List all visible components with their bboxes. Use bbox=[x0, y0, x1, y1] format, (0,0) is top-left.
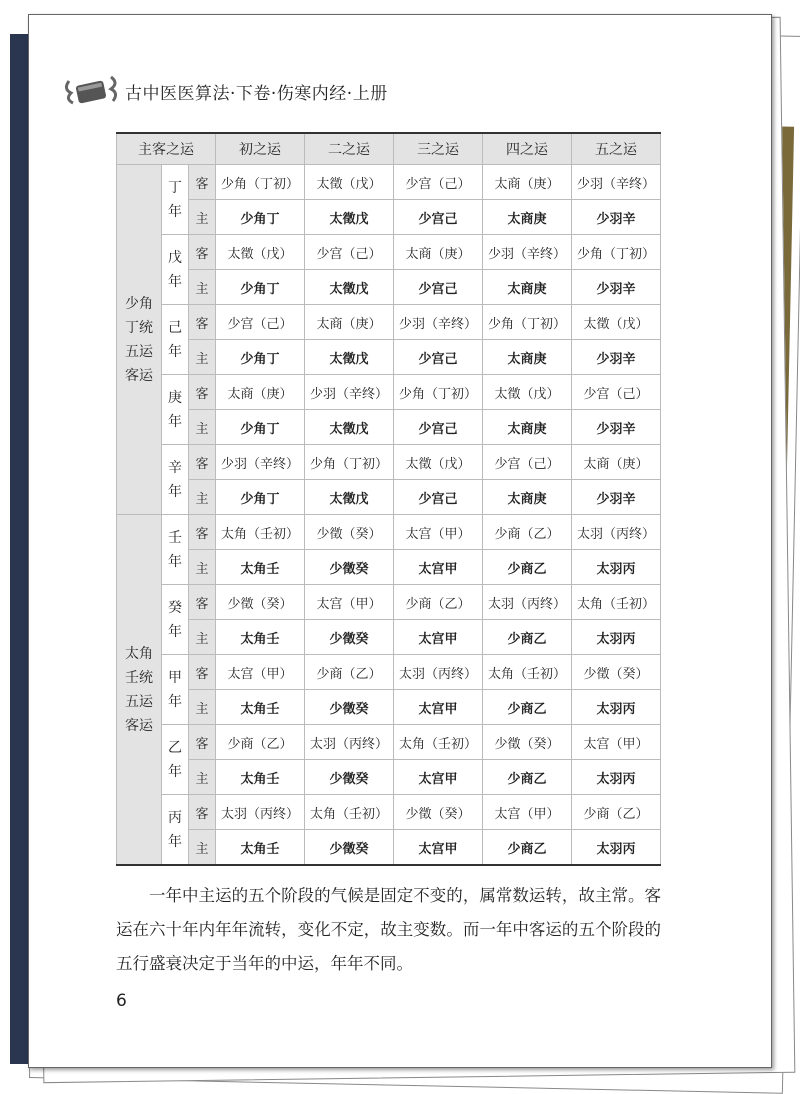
ke-cell: 太商（庚） bbox=[483, 165, 572, 200]
zhu-cell: 少羽辛 bbox=[572, 200, 661, 235]
zhu-cell: 太角壬 bbox=[216, 620, 305, 655]
ke-cell: 少角（丁初） bbox=[572, 235, 661, 270]
zhu-cell: 少徵癸 bbox=[305, 620, 394, 655]
ke-cell: 太宫（甲） bbox=[483, 795, 572, 830]
group-label-line: 客运 bbox=[125, 367, 153, 384]
zhu-cell: 少徵癸 bbox=[305, 690, 394, 725]
table-row bbox=[117, 445, 661, 480]
ke-cell: 太羽（丙终） bbox=[216, 795, 305, 830]
table-body bbox=[117, 165, 661, 866]
group-label-line: 五运 bbox=[125, 343, 153, 360]
zhu-cell: 少羽辛 bbox=[572, 340, 661, 375]
zhu-cell: 太徵戊 bbox=[305, 480, 394, 515]
table-row bbox=[117, 585, 661, 620]
row-type-ke: 客 bbox=[189, 445, 216, 480]
ke-cell: 少徵（癸） bbox=[216, 585, 305, 620]
group-label bbox=[117, 165, 162, 515]
header-corner: 主客之运 bbox=[117, 133, 216, 165]
ke-cell: 少商（乙） bbox=[572, 795, 661, 830]
year-label-char: 年 bbox=[168, 833, 182, 850]
zhu-cell: 少羽辛 bbox=[572, 410, 661, 445]
ke-cell: 少宫（己） bbox=[305, 235, 394, 270]
year-label-char: 年 bbox=[168, 623, 182, 640]
year-label bbox=[162, 795, 189, 866]
header-title: 古中医医算法·下卷·伤寒内经·上册 bbox=[125, 83, 388, 104]
zhu-cell: 太角壬 bbox=[216, 760, 305, 795]
zhu-cell: 太宫甲 bbox=[394, 830, 483, 866]
zhu-cell: 少宫己 bbox=[394, 200, 483, 235]
zhu-cell: 太徵戊 bbox=[305, 340, 394, 375]
ke-cell: 少羽（辛终） bbox=[483, 235, 572, 270]
row-type-zhu: 主 bbox=[189, 620, 216, 655]
row-type-ke: 客 bbox=[189, 795, 216, 830]
zhu-cell: 太羽丙 bbox=[572, 830, 661, 866]
ke-cell: 少角（丁初） bbox=[216, 165, 305, 200]
zhu-cell: 少商乙 bbox=[483, 690, 572, 725]
column-header: 初之运 bbox=[216, 133, 305, 165]
ke-cell: 少角（丁初） bbox=[394, 375, 483, 410]
ke-cell: 太角（壬初） bbox=[572, 585, 661, 620]
zhu-cell: 少羽辛 bbox=[572, 270, 661, 305]
zhu-cell: 太商庚 bbox=[483, 480, 572, 515]
row-type-zhu: 主 bbox=[189, 340, 216, 375]
year-label bbox=[162, 375, 189, 445]
ke-cell: 太商（庚） bbox=[572, 445, 661, 480]
ke-cell: 太商（庚） bbox=[216, 375, 305, 410]
table-row bbox=[117, 480, 661, 515]
group-label-line: 少角 bbox=[125, 295, 153, 312]
zhu-cell: 太徵戊 bbox=[305, 200, 394, 235]
stacked-page-edge bbox=[10, 34, 30, 1064]
column-header: 五之运 bbox=[572, 133, 661, 165]
zhu-cell: 太商庚 bbox=[483, 200, 572, 235]
year-label-char: 己 bbox=[168, 319, 182, 336]
row-type-zhu: 主 bbox=[189, 550, 216, 585]
ke-cell: 少宫（己） bbox=[216, 305, 305, 340]
column-header: 三之运 bbox=[394, 133, 483, 165]
table-row bbox=[117, 235, 661, 270]
year-label-char: 辛 bbox=[168, 459, 182, 476]
group-label-line: 太角 bbox=[125, 645, 153, 662]
zhu-cell: 少角丁 bbox=[216, 270, 305, 305]
zhu-cell: 太宫甲 bbox=[394, 760, 483, 795]
page-number: 6 bbox=[116, 991, 127, 1011]
table-row bbox=[117, 760, 661, 795]
zhu-cell: 少商乙 bbox=[483, 620, 572, 655]
zhu-cell: 太徵戊 bbox=[305, 270, 394, 305]
table-row bbox=[117, 410, 661, 445]
column-header: 四之运 bbox=[483, 133, 572, 165]
ke-cell: 少角（丁初） bbox=[483, 305, 572, 340]
table-row bbox=[117, 655, 661, 690]
table-header-row bbox=[117, 133, 661, 165]
ke-cell: 少商（乙） bbox=[394, 585, 483, 620]
row-type-ke: 客 bbox=[189, 235, 216, 270]
year-label-char: 年 bbox=[168, 693, 182, 710]
year-label-char: 丁 bbox=[168, 179, 182, 196]
zhu-cell: 太商庚 bbox=[483, 340, 572, 375]
ke-cell: 少商（乙） bbox=[216, 725, 305, 760]
year-label-char: 癸 bbox=[168, 599, 182, 616]
year-label-char: 年 bbox=[168, 763, 182, 780]
ke-cell: 太羽（丙终） bbox=[572, 515, 661, 550]
ke-cell: 少羽（辛终） bbox=[394, 305, 483, 340]
column-header: 二之运 bbox=[305, 133, 394, 165]
table-row bbox=[117, 550, 661, 585]
table-row bbox=[117, 200, 661, 235]
zhu-cell: 少角丁 bbox=[216, 340, 305, 375]
running-header bbox=[63, 71, 388, 111]
row-type-zhu: 主 bbox=[189, 480, 216, 515]
row-type-ke: 客 bbox=[189, 725, 216, 760]
zhu-cell: 少宫己 bbox=[394, 410, 483, 445]
table-row bbox=[117, 620, 661, 655]
zhu-cell: 少角丁 bbox=[216, 200, 305, 235]
row-type-ke: 客 bbox=[189, 585, 216, 620]
year-label-char: 乙 bbox=[168, 739, 182, 756]
ke-cell: 少羽（辛终） bbox=[305, 375, 394, 410]
zhu-cell: 少商乙 bbox=[483, 550, 572, 585]
ke-cell: 少羽（辛终） bbox=[216, 445, 305, 480]
zhu-cell: 太角壬 bbox=[216, 690, 305, 725]
zhu-cell: 少商乙 bbox=[483, 760, 572, 795]
group-label-line: 丁统 bbox=[125, 319, 153, 336]
zhu-cell: 太羽丙 bbox=[572, 620, 661, 655]
ke-cell: 太角（壬初） bbox=[483, 655, 572, 690]
ke-cell: 少商（乙） bbox=[483, 515, 572, 550]
zhu-cell: 太羽丙 bbox=[572, 550, 661, 585]
yun-table bbox=[116, 132, 661, 866]
row-type-zhu: 主 bbox=[189, 200, 216, 235]
year-label-char: 丙 bbox=[168, 809, 182, 826]
row-type-ke: 客 bbox=[189, 305, 216, 340]
ke-cell: 太徵（戊） bbox=[216, 235, 305, 270]
zhu-cell: 少角丁 bbox=[216, 480, 305, 515]
year-label-char: 年 bbox=[168, 413, 182, 430]
zhu-cell: 太商庚 bbox=[483, 410, 572, 445]
ke-cell: 太商（庚） bbox=[305, 305, 394, 340]
ke-cell: 太宫（甲） bbox=[572, 725, 661, 760]
year-label-char: 庚 bbox=[168, 389, 182, 406]
zhu-cell: 太徵戊 bbox=[305, 410, 394, 445]
year-label bbox=[162, 725, 189, 795]
book-page bbox=[28, 14, 772, 1068]
row-type-ke: 客 bbox=[189, 375, 216, 410]
ke-cell: 少徵（癸） bbox=[394, 795, 483, 830]
year-label bbox=[162, 515, 189, 585]
row-type-ke: 客 bbox=[189, 655, 216, 690]
year-label bbox=[162, 305, 189, 375]
ke-cell: 太徵（戊） bbox=[394, 445, 483, 480]
group-label-line: 客运 bbox=[125, 717, 153, 734]
zhu-cell: 太宫甲 bbox=[394, 620, 483, 655]
zhu-cell: 少徵癸 bbox=[305, 830, 394, 866]
ke-cell: 太羽（丙终） bbox=[305, 725, 394, 760]
zhu-cell: 太羽丙 bbox=[572, 690, 661, 725]
zhu-cell: 少角丁 bbox=[216, 410, 305, 445]
ke-cell: 少商（乙） bbox=[305, 655, 394, 690]
ke-cell: 太宫（甲） bbox=[394, 515, 483, 550]
year-label-char: 年 bbox=[168, 483, 182, 500]
row-type-zhu: 主 bbox=[189, 410, 216, 445]
ke-cell: 太角（壬初） bbox=[305, 795, 394, 830]
year-label-char: 年 bbox=[168, 273, 182, 290]
zhu-cell: 少徵癸 bbox=[305, 760, 394, 795]
ke-cell: 太商（庚） bbox=[394, 235, 483, 270]
zhu-cell: 太角壬 bbox=[216, 830, 305, 866]
ke-cell: 太徵（戊） bbox=[483, 375, 572, 410]
zhu-cell: 少徵癸 bbox=[305, 550, 394, 585]
zhu-cell: 太宫甲 bbox=[394, 690, 483, 725]
ke-cell: 太徵（戊） bbox=[572, 305, 661, 340]
year-label bbox=[162, 165, 189, 235]
year-label bbox=[162, 655, 189, 725]
year-label bbox=[162, 585, 189, 655]
ke-cell: 少角（丁初） bbox=[305, 445, 394, 480]
year-label bbox=[162, 235, 189, 305]
ke-cell: 太羽（丙终） bbox=[394, 655, 483, 690]
table-row bbox=[117, 795, 661, 830]
table-row bbox=[117, 340, 661, 375]
year-label bbox=[162, 445, 189, 515]
table-row bbox=[117, 270, 661, 305]
year-label-char: 年 bbox=[168, 553, 182, 570]
zhu-cell: 少宫己 bbox=[394, 340, 483, 375]
table-row bbox=[117, 515, 661, 550]
zhu-cell: 太羽丙 bbox=[572, 760, 661, 795]
table-row bbox=[117, 830, 661, 866]
row-type-zhu: 主 bbox=[189, 830, 216, 866]
ke-cell: 少徵（癸） bbox=[572, 655, 661, 690]
zhu-cell: 太角壬 bbox=[216, 550, 305, 585]
row-type-zhu: 主 bbox=[189, 270, 216, 305]
body-paragraph: 一年中主运的五个阶段的气候是固定不变的，属常数运转，故主常。客运在六十年内年年流转，变化不定，故主变数。而一年中客运的五个阶段的五行盛衰决定于当年的中运，年年不同。 bbox=[116, 886, 661, 973]
year-label-char: 甲 bbox=[168, 669, 182, 686]
group-label bbox=[117, 515, 162, 866]
zhu-cell: 少羽辛 bbox=[572, 480, 661, 515]
ke-cell: 太徵（戊） bbox=[305, 165, 394, 200]
book-scroll-logo-icon bbox=[63, 71, 119, 111]
ke-cell: 少羽（辛终） bbox=[572, 165, 661, 200]
row-type-zhu: 主 bbox=[189, 690, 216, 725]
zhu-cell: 太宫甲 bbox=[394, 550, 483, 585]
ke-cell: 太宫（甲） bbox=[305, 585, 394, 620]
row-type-ke: 客 bbox=[189, 165, 216, 200]
year-label-char: 年 bbox=[168, 343, 182, 360]
ke-cell: 少宫（己） bbox=[483, 445, 572, 480]
group-label-line: 壬统 bbox=[125, 669, 153, 686]
year-label-char: 戊 bbox=[168, 249, 182, 266]
ke-cell: 太角（壬初） bbox=[216, 515, 305, 550]
table-row bbox=[117, 690, 661, 725]
ke-cell: 太宫（甲） bbox=[216, 655, 305, 690]
year-label-char: 年 bbox=[168, 203, 182, 220]
zhu-cell: 太商庚 bbox=[483, 270, 572, 305]
ke-cell: 少徵（癸） bbox=[483, 725, 572, 760]
table-row bbox=[117, 165, 661, 200]
row-type-zhu: 主 bbox=[189, 760, 216, 795]
ke-cell: 太角（壬初） bbox=[394, 725, 483, 760]
row-type-ke: 客 bbox=[189, 515, 216, 550]
ke-cell: 少宫（己） bbox=[394, 165, 483, 200]
ke-cell: 太羽（丙终） bbox=[483, 585, 572, 620]
zhu-cell: 少宫己 bbox=[394, 480, 483, 515]
table-row bbox=[117, 375, 661, 410]
table-row bbox=[117, 725, 661, 760]
year-label-char: 壬 bbox=[168, 529, 182, 546]
zhu-cell: 少宫己 bbox=[394, 270, 483, 305]
table-row bbox=[117, 305, 661, 340]
ke-cell: 少徵（癸） bbox=[305, 515, 394, 550]
zhu-cell: 少商乙 bbox=[483, 830, 572, 866]
group-label-line: 五运 bbox=[125, 693, 153, 710]
ke-cell: 少宫（己） bbox=[572, 375, 661, 410]
